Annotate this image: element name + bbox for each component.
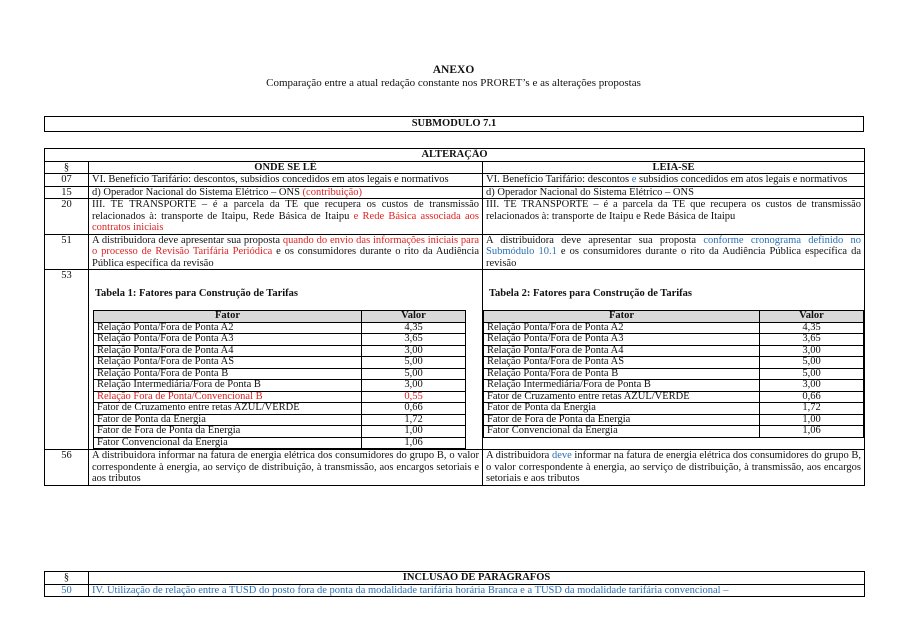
alteracao-row — [45, 234, 865, 270]
table2-fator-cell: Fator de Ponta da Energia — [484, 403, 760, 415]
table1-fator-cell: Relação Ponta/Fora de Ponta AS — [94, 357, 362, 369]
table1-fator-header: Fator — [94, 311, 362, 323]
table1-row — [94, 345, 466, 357]
table1-fator-cell: Fator de Fora de Ponta da Energia — [94, 426, 362, 438]
submodule-label: SUBMODULO 7.1 — [411, 118, 497, 129]
table2-fator-cell: Relação Ponta/Fora de Ponta AS — [484, 357, 760, 369]
alteracao-row — [45, 199, 865, 235]
table1-valor-cell: 3,65 — [362, 334, 466, 346]
table2-valor-cell: 3,65 — [760, 334, 864, 346]
annex-subtitle: Comparação entre a atual redação constante nos PRORET’s e as alterações propostas — [266, 77, 641, 89]
leia56-segment: deve — [551, 450, 572, 461]
leia-segment: e os consumidores durante o rito da Audiência Pública específica da revisão — [486, 246, 861, 269]
alteracao-heading: ALTERAÇÃO — [45, 149, 865, 162]
leia-segment: A distribuidora deve apresentar sua proposta — [486, 234, 704, 246]
inclusao-section-number: 50 — [45, 584, 89, 597]
table1-row — [94, 334, 466, 346]
leia-se-text — [483, 174, 865, 187]
leia-se-text — [483, 199, 865, 235]
table1-row — [94, 357, 466, 369]
section-number: 53 — [45, 270, 89, 450]
onde-se-le-header: ONDE SE LÊ — [89, 161, 483, 174]
alteracao-row — [45, 186, 865, 199]
leia-table-cell — [483, 270, 865, 450]
table2-valor-cell: 5,00 — [760, 357, 864, 369]
leia-segment: conforme cronograma definido no Submódulo 10.1 — [486, 234, 862, 257]
table1-fator-cell: Fator de Cruzamento entre retas AZUL/VERDE — [94, 403, 362, 415]
table1-valor-cell: 3,00 — [362, 345, 466, 357]
leia-segment: subsídios concedidos em atos legais e normativos — [636, 174, 848, 185]
leia-text-56 — [483, 450, 865, 486]
leia-se-text — [483, 234, 865, 270]
table1-valor-cell: 1,00 — [362, 426, 466, 438]
table1-row — [94, 426, 466, 438]
table2-row — [484, 334, 864, 346]
leia-segment: VI. Benefício Tarifário: descontos — [486, 174, 632, 185]
table2 — [483, 310, 864, 438]
table1-fator-cell: Fator Convencional da Energia — [94, 437, 362, 449]
table2-valor-cell: 1,06 — [760, 426, 864, 438]
onde-segment: (contribuição) — [302, 186, 363, 198]
onde-segment: A distribuidora deve apresentar sua proposta — [92, 234, 283, 246]
inclusao-text: IV. Utilização de relação entre a TUSD do posto fora de ponta da modalidade tarifária horária Branca e a TUSD da modalidade tarifária convencional – — [89, 584, 865, 597]
onde-segment: III. TE TRANSPORTE – é a parcela da TE que recupera os custos de transmissão relacionados à: transporte de Itaipu, Rede Básica de Itaipu — [92, 199, 479, 222]
table1-row — [94, 380, 466, 392]
section-number: 56 — [45, 450, 89, 486]
table2-fator-cell: Relação Intermediária/Fora de Ponta B — [484, 380, 760, 392]
table1-fator-cell: Relação Fora de Ponta/Convencional B — [94, 391, 362, 403]
leia-segment: III. TE TRANSPORTE – é a parcela da TE que recupera os custos de transmissão relacionados à: transporte de Itaipu e Rede Básica de Itaipu — [486, 199, 862, 222]
table2-fator-cell: Relação Ponta/Fora de Ponta B — [484, 368, 760, 380]
table2-valor-cell: 1,00 — [760, 414, 864, 426]
onde-se-le-text — [89, 199, 483, 235]
table2-fator-cell: Fator de Fora de Ponta da Energia — [484, 414, 760, 426]
leia56-segment: informar na fatura de energia elétrica dos consumidores do grupo B, o valor correspondente à energia, ao serviço de distribuição, à transmissão, aos encargos setoriais e aos tributos — [486, 450, 862, 484]
table1-valor-header: Valor — [362, 311, 466, 323]
table2-fator-cell: Fator de Cruzamento entre retas AZUL/VERDE — [484, 391, 760, 403]
table2-row — [484, 380, 864, 392]
table2-fator-header: Fator — [484, 311, 760, 323]
table2-fator-cell: Relação Ponta/Fora de Ponta A4 — [484, 345, 760, 357]
table2-valor-header: Valor — [760, 311, 864, 323]
table2-row — [484, 368, 864, 380]
table2-row — [484, 426, 864, 438]
table1-valor-cell: 1,72 — [362, 414, 466, 426]
table2-title: Tabela 2: Fatores para Construção de Tarifas — [489, 288, 693, 299]
table1-row — [94, 368, 466, 380]
onde-se-le-text — [89, 186, 483, 199]
inclusao-section-header: § — [45, 572, 89, 585]
onde56-segment: A distribuidora informar na fatura de energia elétrica dos consumidores do grupo B, o valor correspondente à energia, ao serviço de distribuição, à transmissão, aos encargos setoriais e aos tributos — [92, 450, 479, 484]
table1-valor-cell: 4,35 — [362, 322, 466, 334]
onde-se-le-text — [89, 234, 483, 270]
section-number: 20 — [45, 199, 89, 235]
table1-fator-cell: Fator de Ponta da Energia — [94, 414, 362, 426]
table2-valor-cell: 4,35 — [760, 322, 864, 334]
table1-row — [94, 437, 466, 449]
table2-row — [484, 391, 864, 403]
onde-segment: d) Operador Nacional do Sistema Elétrico – ONS — [92, 186, 303, 198]
table1-fator-cell: Relação Ponta/Fora de Ponta A2 — [94, 322, 362, 334]
table2-fator-cell: Fator Convencional da Energia — [484, 426, 760, 438]
alteracao-row — [45, 174, 865, 187]
onde-segment: VI. Benefício Tarifário: descontos, subsídios concedidos em atos legais e normativos — [92, 174, 449, 185]
section-number: 51 — [45, 234, 89, 270]
leia-se-text — [483, 186, 865, 199]
section-number: 07 — [45, 174, 89, 187]
leia56-segment: A distribuidora — [486, 450, 552, 461]
leia-segment: d) Operador Nacional do Sistema Elétrico – ONS — [486, 186, 694, 198]
onde-text-56 — [89, 450, 483, 486]
table2-valor-cell: 1,72 — [760, 403, 864, 415]
leia-segment: e — [631, 174, 637, 185]
table1-valor-cell: 0,66 — [362, 403, 466, 415]
table2-row — [484, 322, 864, 334]
table1-row — [94, 414, 466, 426]
table2-valor-cell: 5,00 — [760, 368, 864, 380]
submodule-box — [44, 116, 864, 132]
table1-fator-cell: Relação Ponta/Fora de Ponta A4 — [94, 345, 362, 357]
table1-valor-cell: 0,55 — [362, 391, 466, 403]
table1-title: Tabela 1: Fatores para Construção de Tarifas — [95, 288, 299, 299]
leia-se-header: LEIA-SE — [483, 161, 865, 174]
table1-fator-cell: Relação Ponta/Fora de Ponta B — [94, 368, 362, 380]
table2-row — [484, 345, 864, 357]
table2-valor-cell: 3,00 — [760, 380, 864, 392]
table2-valor-cell: 0,66 — [760, 391, 864, 403]
section-number: 15 — [45, 186, 89, 199]
onde-table-cell — [89, 270, 483, 450]
onde-se-le-text — [89, 174, 483, 187]
onde-segment: e os consumidores durante o rito da Audiência Pública específica da revisão — [92, 246, 479, 269]
table1-fator-cell: Relação Intermediária/Fora de Ponta B — [94, 380, 362, 392]
annex-title: ANEXO — [432, 64, 475, 76]
table2-fator-cell: Relação Ponta/Fora de Ponta A3 — [484, 334, 760, 346]
inclusao-heading: INCLUSÃO DE PARÁGRAFOS — [89, 572, 865, 585]
table1-valor-cell: 5,00 — [362, 368, 466, 380]
table2-row — [484, 403, 864, 415]
table1-fator-cell: Relação Ponta/Fora de Ponta A3 — [94, 334, 362, 346]
table2-valor-cell: 3,00 — [760, 345, 864, 357]
table2-row — [484, 414, 864, 426]
onde-segment: quando do envio das informações iniciais para o processo de Revisão Tarifária Periódica — [92, 234, 479, 257]
section-header: § — [45, 161, 89, 174]
table1-valor-cell: 1,06 — [362, 437, 466, 449]
table2-fator-cell: Relação Ponta/Fora de Ponta A2 — [484, 322, 760, 334]
table1-row — [94, 403, 466, 415]
table1 — [93, 310, 466, 449]
onde-segment: e Rede Básica associada aos contratos iniciais — [92, 210, 479, 233]
table2-row — [484, 357, 864, 369]
table1-valor-cell: 3,00 — [362, 380, 466, 392]
inclusao-table — [44, 571, 865, 597]
alteracao-table — [44, 148, 865, 486]
table1-valor-cell: 5,00 — [362, 357, 466, 369]
table1-row — [94, 391, 466, 403]
table1-row — [94, 322, 466, 334]
